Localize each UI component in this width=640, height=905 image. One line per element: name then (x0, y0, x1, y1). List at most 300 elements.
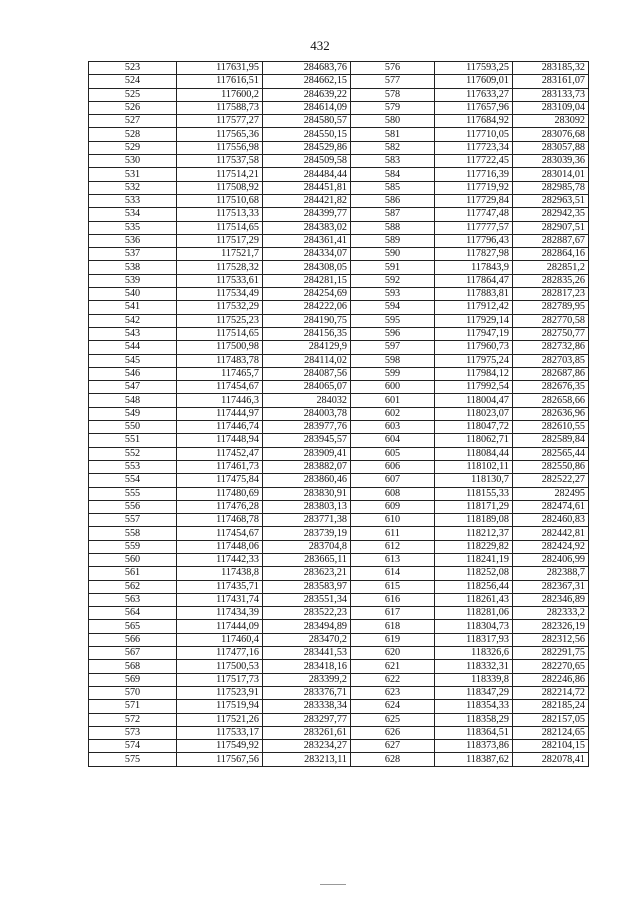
y-coordinate-cell: 282291,75 (513, 647, 589, 660)
y-coordinate-cell: 282565,44 (513, 447, 589, 460)
x-coordinate-cell: 118102,11 (435, 460, 513, 473)
x-coordinate-cell: 117444,97 (177, 407, 263, 420)
point-number-cell: 527 (89, 115, 177, 128)
y-coordinate-cell: 283860,46 (263, 474, 351, 487)
x-coordinate-cell: 117534,49 (177, 288, 263, 301)
x-coordinate-cell: 118047,72 (435, 421, 513, 434)
y-coordinate-cell: 282246,86 (513, 673, 589, 686)
y-coordinate-cell: 283213,11 (263, 753, 351, 766)
point-number-cell: 564 (89, 607, 177, 620)
point-number-cell: 562 (89, 580, 177, 593)
table-row (89, 567, 589, 580)
table-row (89, 620, 589, 633)
table-row (89, 274, 589, 287)
point-number-cell: 568 (89, 660, 177, 673)
x-coordinate-cell: 117446,3 (177, 394, 263, 407)
y-coordinate-cell: 283057,88 (513, 141, 589, 154)
point-number-cell: 558 (89, 527, 177, 540)
y-coordinate-cell: 283076,68 (513, 128, 589, 141)
x-coordinate-cell: 118347,29 (435, 686, 513, 699)
y-coordinate-cell: 284361,41 (263, 234, 351, 247)
y-coordinate-cell: 283133,73 (513, 88, 589, 101)
table-row (89, 553, 589, 566)
point-number-cell: 545 (89, 354, 177, 367)
point-number-cell: 598 (351, 354, 435, 367)
x-coordinate-cell: 117454,67 (177, 381, 263, 394)
x-coordinate-cell: 117747,48 (435, 208, 513, 221)
point-number-cell: 533 (89, 194, 177, 207)
table-row (89, 314, 589, 327)
y-coordinate-cell: 282907,51 (513, 221, 589, 234)
x-coordinate-cell: 117684,92 (435, 115, 513, 128)
x-coordinate-cell: 117657,96 (435, 101, 513, 114)
table-row (89, 700, 589, 713)
point-number-cell: 591 (351, 261, 435, 274)
x-coordinate-cell: 117465,7 (177, 367, 263, 380)
point-number-cell: 578 (351, 88, 435, 101)
table-row (89, 474, 589, 487)
y-coordinate-cell: 282985,78 (513, 181, 589, 194)
point-number-cell: 526 (89, 101, 177, 114)
table-row (89, 726, 589, 739)
table-row (89, 394, 589, 407)
y-coordinate-cell: 284662,15 (263, 75, 351, 88)
x-coordinate-cell: 117476,28 (177, 500, 263, 513)
y-coordinate-cell: 283977,76 (263, 421, 351, 434)
table-row (89, 155, 589, 168)
x-coordinate-cell: 117992,54 (435, 381, 513, 394)
y-coordinate-cell: 284550,15 (263, 128, 351, 141)
x-coordinate-cell: 118212,37 (435, 527, 513, 540)
point-number-cell: 577 (351, 75, 435, 88)
x-coordinate-cell: 118326,6 (435, 647, 513, 660)
y-coordinate-cell: 283830,91 (263, 487, 351, 500)
x-coordinate-cell: 117975,24 (435, 354, 513, 367)
table-row (89, 580, 589, 593)
point-number-cell: 579 (351, 101, 435, 114)
table-row (89, 327, 589, 340)
table-row (89, 753, 589, 766)
table-row (89, 288, 589, 301)
table-row (89, 181, 589, 194)
x-coordinate-cell: 117525,23 (177, 314, 263, 327)
point-number-cell: 565 (89, 620, 177, 633)
x-coordinate-cell: 117631,95 (177, 62, 263, 75)
point-number-cell: 617 (351, 607, 435, 620)
table-row (89, 460, 589, 473)
point-number-cell: 606 (351, 460, 435, 473)
point-number-cell: 581 (351, 128, 435, 141)
point-number-cell: 573 (89, 726, 177, 739)
y-coordinate-cell: 283739,19 (263, 527, 351, 540)
y-coordinate-cell: 283399,2 (263, 673, 351, 686)
point-number-cell: 559 (89, 540, 177, 553)
point-number-cell: 555 (89, 487, 177, 500)
point-number-cell: 600 (351, 381, 435, 394)
x-coordinate-cell: 118256,44 (435, 580, 513, 593)
table-row (89, 62, 589, 75)
y-coordinate-cell: 283161,07 (513, 75, 589, 88)
x-coordinate-cell: 118155,33 (435, 487, 513, 500)
x-coordinate-cell: 117716,39 (435, 168, 513, 181)
point-number-cell: 574 (89, 740, 177, 753)
x-coordinate-cell: 117960,73 (435, 341, 513, 354)
point-number-cell: 586 (351, 194, 435, 207)
table-row (89, 115, 589, 128)
x-coordinate-cell: 117448,06 (177, 540, 263, 553)
table-row (89, 673, 589, 686)
y-coordinate-cell: 283623,21 (263, 567, 351, 580)
x-coordinate-cell: 118332,31 (435, 660, 513, 673)
y-coordinate-cell: 282942,35 (513, 208, 589, 221)
table-row (89, 88, 589, 101)
y-coordinate-cell: 282406,99 (513, 553, 589, 566)
y-coordinate-cell: 282658,66 (513, 394, 589, 407)
y-coordinate-cell: 283338,34 (263, 700, 351, 713)
x-coordinate-cell: 117609,01 (435, 75, 513, 88)
point-number-cell: 626 (351, 726, 435, 739)
point-number-cell: 590 (351, 248, 435, 261)
x-coordinate-cell: 117442,33 (177, 553, 263, 566)
table-row (89, 261, 589, 274)
y-coordinate-cell: 282963,51 (513, 194, 589, 207)
x-coordinate-cell: 117434,39 (177, 607, 263, 620)
x-coordinate-cell: 117480,69 (177, 487, 263, 500)
x-coordinate-cell: 117947,19 (435, 327, 513, 340)
point-number-cell: 627 (351, 740, 435, 753)
y-coordinate-cell: 284383,02 (263, 221, 351, 234)
y-coordinate-cell: 284003,78 (263, 407, 351, 420)
x-coordinate-cell: 117710,05 (435, 128, 513, 141)
point-number-cell: 557 (89, 514, 177, 527)
y-coordinate-cell: 282346,89 (513, 593, 589, 606)
point-number-cell: 530 (89, 155, 177, 168)
x-coordinate-cell: 118023,07 (435, 407, 513, 420)
y-coordinate-cell: 284065,07 (263, 381, 351, 394)
x-coordinate-cell: 117537,58 (177, 155, 263, 168)
x-coordinate-cell: 117729,84 (435, 194, 513, 207)
y-coordinate-cell: 283494,89 (263, 620, 351, 633)
table-row (89, 500, 589, 513)
x-coordinate-cell: 117567,56 (177, 753, 263, 766)
x-coordinate-cell: 117929,14 (435, 314, 513, 327)
y-coordinate-cell: 284421,82 (263, 194, 351, 207)
y-coordinate-cell: 283109,04 (513, 101, 589, 114)
y-coordinate-cell: 284308,05 (263, 261, 351, 274)
table-row (89, 633, 589, 646)
point-number-cell: 597 (351, 341, 435, 354)
point-number-cell: 614 (351, 567, 435, 580)
x-coordinate-cell: 117777,57 (435, 221, 513, 234)
point-number-cell: 621 (351, 660, 435, 673)
point-number-cell: 531 (89, 168, 177, 181)
x-coordinate-cell: 117528,32 (177, 261, 263, 274)
point-number-cell: 608 (351, 487, 435, 500)
point-number-cell: 540 (89, 288, 177, 301)
table-row (89, 713, 589, 726)
y-coordinate-cell: 282789,95 (513, 301, 589, 314)
table-row (89, 101, 589, 114)
x-coordinate-cell: 117517,29 (177, 234, 263, 247)
x-coordinate-cell: 117864,47 (435, 274, 513, 287)
y-coordinate-cell: 282185,24 (513, 700, 589, 713)
point-number-cell: 615 (351, 580, 435, 593)
y-coordinate-cell: 282817,23 (513, 288, 589, 301)
footer-line (320, 884, 346, 885)
point-number-cell: 620 (351, 647, 435, 660)
x-coordinate-cell: 117510,68 (177, 194, 263, 207)
point-number-cell: 610 (351, 514, 435, 527)
x-coordinate-cell: 118062,71 (435, 434, 513, 447)
y-coordinate-cell: 282442,81 (513, 527, 589, 540)
x-coordinate-cell: 118241,19 (435, 553, 513, 566)
table-row (89, 647, 589, 660)
x-coordinate-cell: 117719,92 (435, 181, 513, 194)
x-coordinate-cell: 117517,73 (177, 673, 263, 686)
point-number-cell: 596 (351, 327, 435, 340)
y-coordinate-cell: 283418,16 (263, 660, 351, 673)
point-number-cell: 541 (89, 301, 177, 314)
x-coordinate-cell: 117549,92 (177, 740, 263, 753)
point-number-cell: 584 (351, 168, 435, 181)
point-number-cell: 549 (89, 407, 177, 420)
y-coordinate-cell: 282312,56 (513, 633, 589, 646)
coordinates-table (88, 61, 589, 767)
x-coordinate-cell: 117984,12 (435, 367, 513, 380)
point-number-cell: 601 (351, 394, 435, 407)
table-body (89, 62, 589, 767)
y-coordinate-cell: 283039,36 (513, 155, 589, 168)
point-number-cell: 604 (351, 434, 435, 447)
x-coordinate-cell: 117533,61 (177, 274, 263, 287)
y-coordinate-cell: 284399,77 (263, 208, 351, 221)
x-coordinate-cell: 117460,4 (177, 633, 263, 646)
point-number-cell: 548 (89, 394, 177, 407)
table-row (89, 487, 589, 500)
x-coordinate-cell: 117577,27 (177, 115, 263, 128)
x-coordinate-cell: 117444,09 (177, 620, 263, 633)
y-coordinate-cell: 283522,23 (263, 607, 351, 620)
y-coordinate-cell: 284281,15 (263, 274, 351, 287)
x-coordinate-cell: 117461,73 (177, 460, 263, 473)
x-coordinate-cell: 117521,7 (177, 248, 263, 261)
y-coordinate-cell: 284529,86 (263, 141, 351, 154)
y-coordinate-cell: 282157,05 (513, 713, 589, 726)
table-row (89, 354, 589, 367)
point-number-cell: 567 (89, 647, 177, 660)
x-coordinate-cell: 117532,29 (177, 301, 263, 314)
x-coordinate-cell: 117912,42 (435, 301, 513, 314)
y-coordinate-cell: 282124,65 (513, 726, 589, 739)
x-coordinate-cell: 117556,98 (177, 141, 263, 154)
table-row (89, 168, 589, 181)
table-row (89, 421, 589, 434)
table-row (89, 540, 589, 553)
y-coordinate-cell: 282676,35 (513, 381, 589, 394)
table-row (89, 660, 589, 673)
x-coordinate-cell: 117477,16 (177, 647, 263, 660)
x-coordinate-cell: 117514,21 (177, 168, 263, 181)
y-coordinate-cell: 282078,41 (513, 753, 589, 766)
table-row (89, 434, 589, 447)
y-coordinate-cell: 283583,97 (263, 580, 351, 593)
y-coordinate-cell: 283665,11 (263, 553, 351, 566)
y-coordinate-cell: 284509,58 (263, 155, 351, 168)
point-number-cell: 572 (89, 713, 177, 726)
x-coordinate-cell: 118084,44 (435, 447, 513, 460)
x-coordinate-cell: 118261,43 (435, 593, 513, 606)
y-coordinate-cell: 283441,53 (263, 647, 351, 660)
y-coordinate-cell: 283014,01 (513, 168, 589, 181)
x-coordinate-cell: 118189,08 (435, 514, 513, 527)
y-coordinate-cell: 283092 (513, 115, 589, 128)
y-coordinate-cell: 284639,22 (263, 88, 351, 101)
point-number-cell: 534 (89, 208, 177, 221)
x-coordinate-cell: 117843,9 (435, 261, 513, 274)
x-coordinate-cell: 118339,8 (435, 673, 513, 686)
y-coordinate-cell: 282104,15 (513, 740, 589, 753)
table-row (89, 234, 589, 247)
point-number-cell: 624 (351, 700, 435, 713)
y-coordinate-cell: 283945,57 (263, 434, 351, 447)
x-coordinate-cell: 117521,26 (177, 713, 263, 726)
x-coordinate-cell: 118130,7 (435, 474, 513, 487)
y-coordinate-cell: 282732,86 (513, 341, 589, 354)
x-coordinate-cell: 118171,29 (435, 500, 513, 513)
x-coordinate-cell: 118229,82 (435, 540, 513, 553)
x-coordinate-cell: 118304,73 (435, 620, 513, 633)
y-coordinate-cell: 282835,26 (513, 274, 589, 287)
point-number-cell: 523 (89, 62, 177, 75)
y-coordinate-cell: 284156,35 (263, 327, 351, 340)
point-number-cell: 594 (351, 301, 435, 314)
y-coordinate-cell: 284451,81 (263, 181, 351, 194)
x-coordinate-cell: 117519,94 (177, 700, 263, 713)
point-number-cell: 554 (89, 474, 177, 487)
point-number-cell: 551 (89, 434, 177, 447)
y-coordinate-cell: 282703,85 (513, 354, 589, 367)
table-row (89, 686, 589, 699)
y-coordinate-cell: 284129,9 (263, 341, 351, 354)
table-row (89, 514, 589, 527)
page-number: 432 (310, 38, 330, 53)
y-coordinate-cell: 282851,2 (513, 261, 589, 274)
table-row (89, 367, 589, 380)
point-number-cell: 603 (351, 421, 435, 434)
y-coordinate-cell: 284032 (263, 394, 351, 407)
x-coordinate-cell: 118252,08 (435, 567, 513, 580)
point-number-cell: 582 (351, 141, 435, 154)
point-number-cell: 532 (89, 181, 177, 194)
y-coordinate-cell: 282270,65 (513, 660, 589, 673)
x-coordinate-cell: 118373,86 (435, 740, 513, 753)
x-coordinate-cell: 118358,29 (435, 713, 513, 726)
table-row (89, 128, 589, 141)
y-coordinate-cell: 283297,77 (263, 713, 351, 726)
y-coordinate-cell: 283882,07 (263, 460, 351, 473)
x-coordinate-cell: 118387,62 (435, 753, 513, 766)
point-number-cell: 552 (89, 447, 177, 460)
point-number-cell: 563 (89, 593, 177, 606)
point-number-cell: 524 (89, 75, 177, 88)
y-coordinate-cell: 282770,58 (513, 314, 589, 327)
y-coordinate-cell: 282367,31 (513, 580, 589, 593)
table-row (89, 221, 589, 234)
table-row (89, 75, 589, 88)
point-number-cell: 580 (351, 115, 435, 128)
point-number-cell: 607 (351, 474, 435, 487)
table-row (89, 407, 589, 420)
point-number-cell: 537 (89, 248, 177, 261)
y-coordinate-cell: 283234,27 (263, 740, 351, 753)
point-number-cell: 570 (89, 686, 177, 699)
x-coordinate-cell: 117565,36 (177, 128, 263, 141)
x-coordinate-cell: 117723,34 (435, 141, 513, 154)
x-coordinate-cell: 117513,33 (177, 208, 263, 221)
x-coordinate-cell: 117633,27 (435, 88, 513, 101)
table-row (89, 141, 589, 154)
y-coordinate-cell: 282864,16 (513, 248, 589, 261)
x-coordinate-cell: 118364,51 (435, 726, 513, 739)
x-coordinate-cell: 117483,78 (177, 354, 263, 367)
point-number-cell: 536 (89, 234, 177, 247)
x-coordinate-cell: 118354,33 (435, 700, 513, 713)
point-number-cell: 602 (351, 407, 435, 420)
point-number-cell: 561 (89, 567, 177, 580)
y-coordinate-cell: 282522,27 (513, 474, 589, 487)
y-coordinate-cell: 282326,19 (513, 620, 589, 633)
point-number-cell: 609 (351, 500, 435, 513)
point-number-cell: 553 (89, 460, 177, 473)
point-number-cell: 535 (89, 221, 177, 234)
x-coordinate-cell: 117448,94 (177, 434, 263, 447)
point-number-cell: 544 (89, 341, 177, 354)
point-number-cell: 538 (89, 261, 177, 274)
point-number-cell: 547 (89, 381, 177, 394)
y-coordinate-cell: 284190,75 (263, 314, 351, 327)
point-number-cell: 588 (351, 221, 435, 234)
point-number-cell: 583 (351, 155, 435, 168)
x-coordinate-cell: 117475,84 (177, 474, 263, 487)
y-coordinate-cell: 282460,83 (513, 514, 589, 527)
table-row (89, 341, 589, 354)
x-coordinate-cell: 117508,92 (177, 181, 263, 194)
y-coordinate-cell: 283470,2 (263, 633, 351, 646)
y-coordinate-cell: 284580,57 (263, 115, 351, 128)
y-coordinate-cell: 282589,84 (513, 434, 589, 447)
point-number-cell: 542 (89, 314, 177, 327)
table-row (89, 593, 589, 606)
y-coordinate-cell: 283551,34 (263, 593, 351, 606)
x-coordinate-cell: 117523,91 (177, 686, 263, 699)
y-coordinate-cell: 282424,92 (513, 540, 589, 553)
x-coordinate-cell: 117827,98 (435, 248, 513, 261)
y-coordinate-cell: 284614,09 (263, 101, 351, 114)
point-number-cell: 612 (351, 540, 435, 553)
point-number-cell: 623 (351, 686, 435, 699)
point-number-cell: 613 (351, 553, 435, 566)
y-coordinate-cell: 283704,8 (263, 540, 351, 553)
table-row (89, 740, 589, 753)
table-row (89, 527, 589, 540)
y-coordinate-cell: 283376,71 (263, 686, 351, 699)
y-coordinate-cell: 284254,69 (263, 288, 351, 301)
y-coordinate-cell: 282610,55 (513, 421, 589, 434)
x-coordinate-cell: 118281,06 (435, 607, 513, 620)
x-coordinate-cell: 117883,81 (435, 288, 513, 301)
x-coordinate-cell: 117600,2 (177, 88, 263, 101)
point-number-cell: 605 (351, 447, 435, 460)
